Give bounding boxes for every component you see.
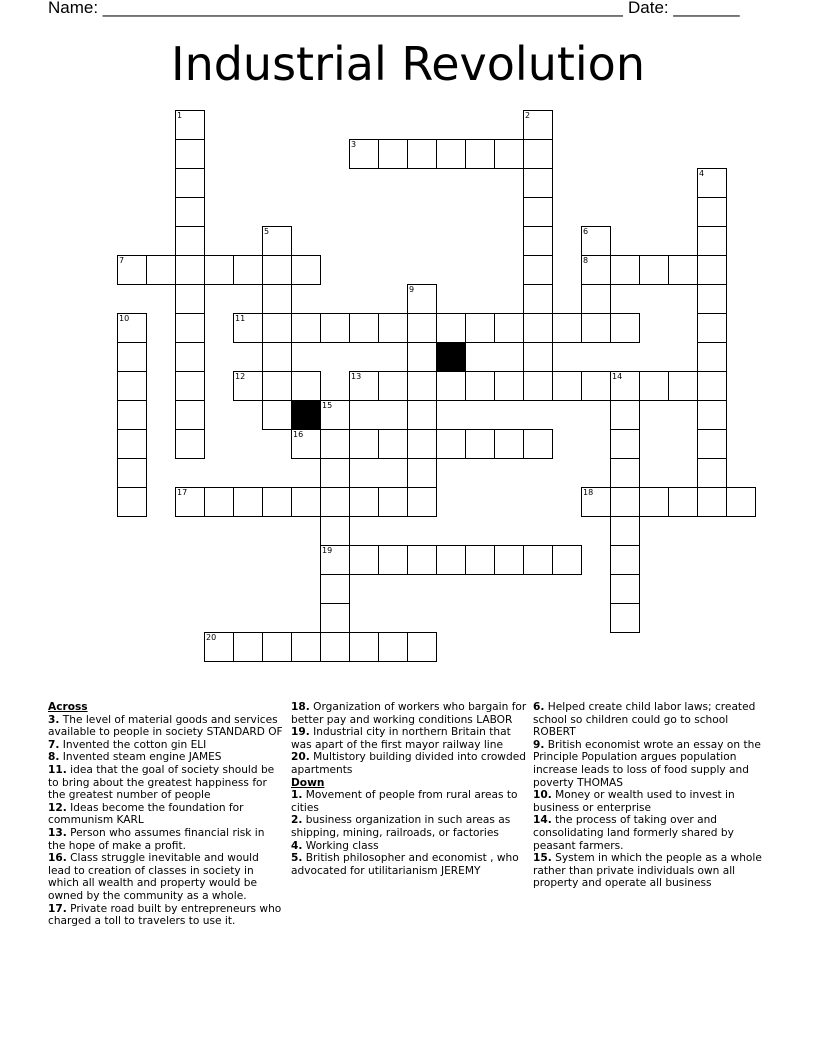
grid-cell[interactable] [320,632,350,662]
grid-cell[interactable] [320,603,350,633]
clue-down-1 [291,789,527,814]
grid-cell[interactable] [262,284,292,314]
grid-cell[interactable] [668,255,698,285]
grid-cell[interactable] [407,429,437,459]
grid-cell[interactable] [610,603,640,633]
clue-number: 9. [533,738,545,751]
grid-cell[interactable] [320,313,350,343]
grid-cell[interactable] [610,313,640,343]
cell-number: 16 [293,430,304,439]
clue-number: 13. [48,826,67,839]
grid-cell[interactable] [262,632,292,662]
grid-cell[interactable] [697,487,727,517]
clue-column-2 [291,701,527,877]
cell-number: 11 [235,314,246,323]
name-field-label[interactable]: Name: _______________________________________________________ [48,0,623,17]
grid-cell[interactable] [494,371,524,401]
clue-text: Class struggle inevitable and would lead to creation of classes in society in which all wealth and property would be owned by the community as a whole. [48,852,259,902]
cell-number: 15 [322,401,333,410]
grid-cell[interactable] [175,226,205,256]
cell-number: 18 [583,488,594,497]
grid-cell[interactable] [436,313,466,343]
grid-cell[interactable] [320,458,350,488]
grid-cell[interactable] [262,487,292,517]
grid-cell[interactable] [494,313,524,343]
grid-cell[interactable] [581,226,611,256]
grid-cell[interactable] [523,429,553,459]
clue-number: 14. [533,814,552,827]
cell-number: 9 [409,285,415,294]
grid-cell[interactable] [117,458,147,488]
grid-cell[interactable] [610,458,640,488]
clue-across-7 [48,739,284,752]
grid-cell[interactable] [552,371,582,401]
grid-cell[interactable] [117,429,147,459]
clue-text: The level of material goods and services available to people in society STANDARD OF [48,713,283,739]
grid-cell[interactable] [117,487,147,517]
grid-cell[interactable] [378,371,408,401]
grid-cell[interactable] [204,255,234,285]
grid-cell[interactable] [552,545,582,575]
clue-text: Industrial city in northern Britain that was apart of the first mayor railway line [291,726,511,751]
grid-cell[interactable] [407,371,437,401]
grid-cell[interactable] [523,342,553,372]
clue-text: System in which the people as a whole rather than private individuals own all property and operate all business [533,852,762,890]
clue-number: 11. [48,763,67,776]
cell-number: 1 [177,111,183,120]
grid-cell[interactable] [639,487,669,517]
grid-cell[interactable] [523,110,553,140]
grid-cell[interactable] [581,487,611,517]
grid-cell[interactable] [349,313,379,343]
block-cell [291,400,321,430]
grid-cell[interactable] [436,429,466,459]
grid-cell[interactable] [697,371,727,401]
grid-cell[interactable] [175,429,205,459]
grid-cell[interactable] [204,487,234,517]
page-title: Industrial Revolution [171,37,645,91]
clue-down-9 [533,739,773,789]
clue-across-19 [291,726,527,751]
grid-cell[interactable] [581,371,611,401]
clue-text: Money or wealth used to invest in business or enterprise [533,789,735,814]
clue-number: 10. [533,789,552,802]
clue-number: 6. [533,701,545,713]
cell-number: 5 [264,227,270,236]
grid-cell[interactable] [407,313,437,343]
grid-cell[interactable] [262,371,292,401]
grid-cell[interactable] [610,574,640,604]
clue-number: 3. [48,713,60,726]
grid-cell[interactable] [726,487,756,517]
grid-cell[interactable] [610,487,640,517]
grid-cell[interactable] [436,371,466,401]
clue-across-8 [48,751,284,764]
grid-cell[interactable] [262,342,292,372]
grid-cell[interactable] [175,168,205,198]
grid-cell[interactable] [262,226,292,256]
grid-cell[interactable] [291,255,321,285]
grid-cell[interactable] [407,632,437,662]
clue-number: 17. [48,902,67,915]
grid-cell[interactable] [291,313,321,343]
grid-cell[interactable] [494,139,524,169]
clue-number: 7. [48,738,60,751]
grid-cell[interactable] [465,139,495,169]
grid-cell[interactable] [697,429,727,459]
clue-text: Organization of workers who bargain for better pay and working conditions LABOR [291,701,527,726]
clue-across-20 [291,751,527,776]
down-heading: Down [291,776,325,789]
clue-number: 20. [291,751,310,764]
clue-number: 1. [291,789,303,802]
grid-cell[interactable] [378,139,408,169]
grid-cell[interactable] [610,516,640,546]
clue-across-17 [48,903,284,928]
grid-cell[interactable] [465,429,495,459]
grid-cell[interactable] [175,371,205,401]
clue-text: Invented steam engine JAMES [62,751,222,764]
clue-text: idea that the goal of society should be to bring about the greatest happiness for the greatest number of people [48,763,275,802]
cell-number: 4 [699,169,705,178]
grid-cell[interactable] [610,255,640,285]
grid-cell[interactable] [291,429,321,459]
grid-cell[interactable] [117,255,147,285]
grid-cell[interactable] [494,429,524,459]
clue-across-13 [48,827,284,852]
clue-column-3 [533,701,773,890]
grid-cell[interactable] [320,545,350,575]
cell-number: 10 [119,314,130,323]
clue-down-6 [533,701,773,739]
grid-cell[interactable] [697,168,727,198]
clue-down-5 [291,852,527,877]
grid-cell[interactable] [349,487,379,517]
clue-text: British economist wrote an essay on the Principle Population argues population increase leads to loss of food supply and poverty THOMAS [533,738,761,789]
grid-cell[interactable] [117,313,147,343]
grid-cell[interactable] [378,545,408,575]
clue-text: British philosopher and economist , who advocated for utilitarianism JEREMY [291,852,519,877]
grid-cell[interactable] [320,400,350,430]
clue-text: Helped create child labor laws; created school so children could go to school ROBERT [533,701,756,739]
grid-cell[interactable] [668,487,698,517]
clue-across-18 [291,701,527,726]
clue-text: business organization in such areas as shipping, mining, railroads, or factories [291,814,511,839]
clue-number: 15. [533,852,552,865]
grid-cell[interactable] [523,284,553,314]
grid-cell[interactable] [523,197,553,227]
grid-cell[interactable] [117,371,147,401]
grid-cell[interactable] [523,139,553,169]
grid-cell[interactable] [697,197,727,227]
grid-cell[interactable] [436,139,466,169]
grid-cell[interactable] [465,313,495,343]
grid-cell[interactable] [175,255,205,285]
grid-cell[interactable] [639,371,669,401]
clue-down-4 [291,840,527,853]
grid-cell[interactable] [610,400,640,430]
grid-cell[interactable] [668,371,698,401]
grid-cell[interactable] [175,284,205,314]
clue-text: Multistory building divided into crowded apartments [291,751,526,776]
grid-cell[interactable] [320,574,350,604]
cell-number: 6 [583,227,589,236]
header [0,0,816,22]
grid-cell[interactable] [697,226,727,256]
grid-cell[interactable] [233,487,263,517]
grid-cell[interactable] [523,168,553,198]
grid-cell[interactable] [117,342,147,372]
grid-cell[interactable] [407,139,437,169]
grid-cell[interactable] [262,400,292,430]
grid-cell[interactable] [349,545,379,575]
clue-across-3 [48,714,284,739]
clue-down-2 [291,814,527,839]
cell-number: 7 [119,256,125,265]
grid-cell[interactable] [175,110,205,140]
grid-cell[interactable] [697,255,727,285]
grid-cell[interactable] [581,313,611,343]
clue-across-12 [48,802,284,827]
grid-cell[interactable] [407,545,437,575]
grid-cell[interactable] [117,400,147,430]
clue-text: Private road built by entrepreneurs who charged a toll to travelers to use it. [48,902,282,928]
grid-cell[interactable] [320,429,350,459]
grid-cell[interactable] [175,197,205,227]
cell-number: 12 [235,372,246,381]
grid-cell[interactable] [378,313,408,343]
grid-cell[interactable] [639,255,669,285]
grid-cell[interactable] [175,400,205,430]
clue-column-1 [48,701,284,928]
grid-cell[interactable] [349,429,379,459]
grid-cell[interactable] [378,429,408,459]
grid-cell[interactable] [378,632,408,662]
clue-number: 18. [291,701,310,713]
grid-cell[interactable] [262,255,292,285]
grid-cell[interactable] [378,487,408,517]
across-heading: Across [48,701,88,713]
grid-cell[interactable] [494,545,524,575]
clue-number: 19. [291,726,310,739]
cell-number: 20 [206,633,217,642]
grid-cell[interactable] [697,400,727,430]
clue-text: Invented the cotton gin ELI [62,738,207,751]
clue-across-11 [48,764,284,802]
grid-cell[interactable] [291,371,321,401]
grid-cell[interactable] [552,313,582,343]
grid-cell[interactable] [436,545,466,575]
date-field-label[interactable]: Date: _______ [628,0,740,17]
clue-text: Ideas become the foundation for communism KARL [48,801,244,827]
grid-cell[interactable] [523,545,553,575]
grid-cell[interactable] [349,139,379,169]
cell-number: 13 [351,372,362,381]
grid-cell[interactable] [349,632,379,662]
cell-number: 14 [612,372,623,381]
grid-cell[interactable] [407,458,437,488]
grid-cell[interactable] [523,255,553,285]
grid-cell[interactable] [697,284,727,314]
grid-cell[interactable] [233,371,263,401]
grid-cell[interactable] [349,371,379,401]
grid-cell[interactable] [465,371,495,401]
grid-cell[interactable] [233,632,263,662]
cell-number: 2 [525,111,531,120]
grid-cell[interactable] [320,487,350,517]
grid-cell[interactable] [523,226,553,256]
grid-cell[interactable] [407,342,437,372]
grid-cell[interactable] [233,313,263,343]
grid-cell[interactable] [146,255,176,285]
grid-cell[interactable] [581,284,611,314]
cell-number: 3 [351,140,357,149]
cell-number: 19 [322,546,333,555]
clue-number: 12. [48,801,67,814]
grid-cell[interactable] [523,313,553,343]
grid-cell[interactable] [523,371,553,401]
grid-cell[interactable] [320,516,350,546]
grid-cell[interactable] [175,313,205,343]
grid-cell[interactable] [697,458,727,488]
clue-across-16 [48,852,284,902]
clue-number: 4. [291,839,303,852]
clue-text: Movement of people from rural areas to cities [291,789,518,814]
clue-number: 5. [291,852,303,865]
clue-number: 8. [48,751,60,764]
grid-cell[interactable] [697,342,727,372]
grid-cell[interactable] [262,313,292,343]
grid-cell[interactable] [697,313,727,343]
grid-cell[interactable] [291,487,321,517]
block-cell [436,342,466,372]
grid-cell[interactable] [204,632,234,662]
grid-cell[interactable] [407,487,437,517]
clue-number: 16. [48,852,67,865]
grid-cell[interactable] [175,487,205,517]
cell-number: 8 [583,256,589,265]
grid-cell[interactable] [291,632,321,662]
grid-cell[interactable] [610,545,640,575]
grid-cell[interactable] [175,342,205,372]
grid-cell[interactable] [175,139,205,169]
grid-cell[interactable] [465,545,495,575]
clue-text: the process of taking over and consolidating land formerly shared by peasant farmers. [533,814,734,852]
clue-down-15 [533,852,773,890]
grid-cell[interactable] [233,255,263,285]
cell-number: 17 [177,488,188,497]
clue-down-10 [533,789,773,814]
grid-cell[interactable] [610,371,640,401]
grid-cell[interactable] [407,400,437,430]
grid-cell[interactable] [407,284,437,314]
grid-cell[interactable] [610,429,640,459]
grid-cell[interactable] [581,255,611,285]
clue-number: 2. [291,814,303,827]
clue-text: Working class [305,839,379,852]
clue-down-14 [533,814,773,852]
clue-text: Person who assumes financial risk in the hope of make a profit. [48,826,265,852]
